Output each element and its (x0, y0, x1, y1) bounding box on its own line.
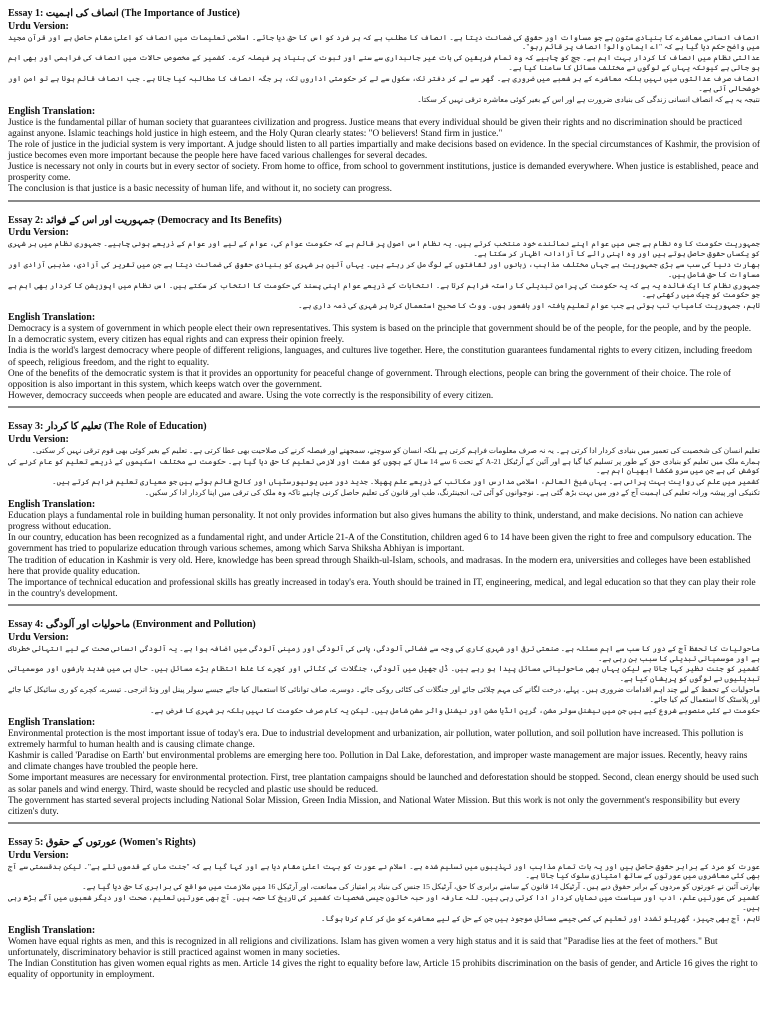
urdu-paragraph: انصاف انسانی معاشرے کا بنیادی ستون ہے جو مساوات اور حقوق کی ضمانت دیتا ہے۔ انصاف کا مطلب ہے کہ ہر فرد کو اس کا حق دیا جائے۔ اسلامی تعلیمات میں انصاف کو اعلیٰ مقام حاصل ہے اور قرآن مجید میں واضح حکم دیا گیا ہے کہ "اے ایمان والو! انصاف پر قائم رہو"۔ (8, 32, 760, 52)
english-text (8, 118, 760, 196)
essay-title-english: (The Role of Education) (104, 421, 207, 433)
urdu-text (8, 862, 760, 924)
english-paragraph: In our country, education has been recognized as a fundamental right, and under Article 21-A of the Constitution, children aged 6 to 14 have been given the right to free and compulsory education. The government has tried to popularize education through various schemes, among which Sarva Shiksha Abhiyan is important. (8, 533, 752, 555)
english-paragraph: However, democracy succeeds when people are educated and aware. Using the vote correctly is the responsibility of every citizen. (8, 391, 494, 402)
essay-title-urdu: انصاف کی اہمیت (45, 8, 119, 19)
essay-number: Essay 3: (8, 421, 44, 433)
english-paragraph: The role of justice in the judicial system is very important. A judge should listen to all parties impartially and make decisions based on evidence. In the special circumstances of Kashmir, the provision of justice becomes even more important because the people here have faced various challenges for several decades. (8, 139, 760, 161)
essay-title-english: (Women's Rights) (119, 837, 196, 849)
english-paragraph: The government has started several projects including National Solar Mission, Green India Mission, and National Water Mission. But this work is not only the government's responsibility but every citizen's duty. (8, 795, 740, 817)
urdu-version-heading: Urdu Version: (8, 631, 69, 643)
urdu-paragraph: بھارت دنیا کی سب سے بڑی جمہوریت ہے جہاں مختلف مذاہب، زبانوں اور ثقافتوں کے لوگ مل کر رہتے ہیں۔ یہاں آئین ہر شہری کو بنیادی حقوق کی ضمانت دیتا ہے جن میں تقریر کی آزادی، مذہبی آزادی اور مساوات کا حق شامل ہیں۔ (8, 259, 760, 279)
urdu-paragraph: تعلیم انسان کی شخصیت کی تعمیر میں بنیادی کردار ادا کرتی ہے۔ یہ نہ صرف معلومات فراہم کرتی ہے بلکہ انسان کو سوچنے، سمجھنے اور فیصلہ کرنے کی صلاحیت بھی عطا کرتی ہے۔ تعلیم کے بغیر کوئی بھی قوم ترقی نہیں کر سکتی۔ (31, 445, 760, 455)
urdu-paragraph: حکومت نے کئی منصوبے شروع کیے ہیں جن میں نیشنل سولر مشن، گرین انڈیا مشن اور نیشنل واٹر مشن شامل ہیں۔ لیکن یہ کام صرف حکومت کا نہیں بلکہ ہر شہری کا فرض ہے۔ (150, 705, 760, 715)
essay-title-english: (The Importance of Justice) (121, 8, 240, 19)
english-paragraph: India is the world's largest democracy where people of different religions, languages, and cultures live together. Here, the constitution guarantees fundamental rights to every citizen, including freedom of speech, religious freedom, and the right to equality. (8, 346, 753, 368)
english-paragraph: Justice is necessary not only in courts but in every sector of society. From home to office, from school to government institutions, justice is demanded everywhere. When justice is established, peace and prosperity come. (8, 162, 759, 184)
urdu-paragraph: عدالتی نظام میں انصاف کا کردار بہت اہم ہے۔ جج کو چاہیے کہ وہ تمام فریقین کی بات غیر جانبداری سے سنے اور ثبوت کی بنیاد پر فیصلہ کرے۔ کشمیر کے مخصوص حالات میں انصاف کی فراہمی اور بھی اہم ہو جاتی ہے کیونکہ یہاں کے لوگوں نے مختلف مسائل کا سامنا کیا ہے۔ (8, 53, 760, 73)
urdu-paragraph: بھارتی آئین نے عورتوں کو مردوں کے برابر حقوق دیے ہیں۔ آرٹیکل 14 قانون کے سامنے برابری کا حق، آرٹیکل 15 جنس کی بنیاد پر امتیاز کی ممانعت، اور آرٹیکل 16 میں ملازمت میں مواقع کی برابری کا حق دیا گیا ہے۔ (82, 882, 760, 892)
urdu-paragraph: کشمیر میں علم کی روایت بہت پرانی ہے۔ یہاں شیخ العالم، اسلامی مدارس اور مکاتب کے ذریعے علم پھیلا۔ جدید دور میں یونیورسٹیاں اور کالج قائم ہوئے ہیں جو معیاری تعلیم فراہم کرتے ہیں۔ (52, 477, 760, 487)
essay-title (8, 421, 760, 434)
urdu-paragraph: نتیجہ یہ ہے کہ انصاف انسانی زندگی کی بنیادی ضرورت ہے اور اس کے بغیر کوئی معاشرہ ترقی نہیں کر سکتا۔ (417, 94, 760, 104)
english-text (8, 937, 760, 982)
urdu-paragraph: کشمیر کی عورتیں علم، ادب اور سیاست میں نمایاں کردار ادا کرتی رہی ہیں۔ للہ عارفہ اور حبہ خاتون جیسی شخصیات کشمیر کی تاریخ کا حصہ ہیں۔ آج بھی عورتیں تعلیم، صحت اور دیگر شعبوں میں آگے بڑھ رہی ہیں۔ (8, 893, 760, 912)
english-paragraph: Democracy is a system of government in which people elect their own representatives. This system is based on the principle that government should be of the people, for the people, and by the people. In a democratic system, every citizen has equal rights and can express their opinion freely. (8, 324, 752, 346)
english-translation-heading: English Translation: (8, 105, 96, 117)
urdu-text (8, 644, 760, 716)
essay-title (8, 8, 760, 21)
urdu-text (8, 239, 760, 311)
urdu-paragraph: جمہوریت حکومت کا وہ نظام ہے جس میں عوام اپنے نمائندے خود منتخب کرتے ہیں۔ یہ نظام اس اصول پر قائم ہے کہ حکومت عوام کی، عوام کے لیے اور عوام کے ذریعے ہونی چاہیے۔ جمہوری نظام میں ہر شہری کو یکساں حقوق حاصل ہوتے ہیں اور وہ اپنی رائے کا آزادانہ اظہار کر سکتا ہے۔ (8, 239, 760, 258)
english-translation-heading: English Translation: (8, 924, 96, 936)
english-text (8, 324, 760, 402)
essay-title-urdu: ماحولیات اور آلودگی (45, 619, 131, 631)
essay-title-urdu: تعلیم کا کردار (45, 421, 102, 433)
essay-number: Essay 1: (8, 8, 44, 19)
urdu-text (8, 446, 760, 498)
essay-title (8, 837, 760, 850)
essay-number: Essay 4: (8, 619, 44, 631)
essay-title-urdu: عورتوں کے حقوق (45, 837, 117, 849)
english-text (8, 729, 760, 818)
urdu-version-heading: Urdu Version: (8, 433, 69, 445)
urdu-paragraph: انصاف صرف عدالتوں میں نہیں بلکہ معاشرے کے ہر شعبے میں ضروری ہے۔ گھر سے لے کر دفتر تک، سکول سے لے کر حکومتی اداروں تک، ہر جگہ انصاف کا مطالبہ کیا جاتا ہے۔ جب انصاف قائم ہوتا ہے تو امن اور خوشحالی آتی ہے۔ (8, 73, 760, 93)
essay-title (8, 215, 760, 228)
english-paragraph: Kashmir is called 'Paradise on Earth' but environmental problems are emerging here too. Pollution in Dal Lake, deforestation, and improper waste management are major issues. Recently, heavy rains and climate changes have troubled the people here. (8, 751, 748, 773)
urdu-paragraph: تاہم، جمہوریت کامیاب تب ہوتی ہے جب عوام تعلیم یافتہ اور باشعور ہوں۔ ووٹ کا صحیح استعمال کرنا ہر شہری کی ذمہ داری ہے۔ (298, 301, 760, 311)
urdu-paragraph: ماحولیات کے تحفظ کے لیے چند اہم اقدامات ضروری ہیں۔ پہلے، درخت لگانے کی مہم چلائی جائے اور جنگلات کی کٹائی روکی جائے۔ دوسرے، صاف توانائی کا استعمال کیا جائے جیسے سولر پینل اور ونڈ انرجی۔ تیسرے، کچرے کو ری سائیکل کیا جائے اور پلاسٹک کا استعمال کم کیا جائے۔ (8, 685, 760, 705)
urdu-version-heading: Urdu Version: (8, 227, 69, 239)
essay-2 (8, 215, 760, 409)
english-paragraph: Education plays a fundamental role in building human personality. It not only provides information but also gives humans the ability to think, understand, and make decisions. No nation can achieve progress without education. (8, 511, 743, 533)
urdu-paragraph: کشمیر کو جنت نظیر کہا جاتا ہے لیکن یہاں بھی ماحولیاتی مسائل پیدا ہو رہے ہیں۔ ڈل جھیل میں آلودگی، جنگلات کی کٹائی اور کچرے کا غلط انتظام بڑے مسائل ہیں۔ حال ہی میں شدید بارشوں اور موسمیاتی تبدیلیوں نے لوگوں کو پریشان کیا ہے۔ (8, 664, 760, 684)
essay-4 (8, 619, 760, 824)
essay-number: Essay 5: (8, 837, 44, 849)
essay-title-urdu: جمہوریت اور اس کے فوائد (45, 214, 156, 226)
urdu-paragraph: جمہوری نظام کا ایک فائدہ یہ ہے کہ یہ حکومت کی پرامن تبدیلی کا راستہ فراہم کرتا ہے۔ انتخابات کے ذریعے عوام اپنی پسند کی حکومت کا انتخاب کر سکتے ہیں۔ اس نظام میں اپوزیشن کا کردار بھی اہم ہے جو حکومت کو چیک میں رکھتی ہے۔ (8, 280, 760, 300)
english-paragraph: Women have equal rights as men, and this is recognized in all religions and civilizations. Islam has given women a very high status and it is said that "Paradise lies at the feet of mothers." But unfortunately, discriminatory behavior is still practiced against women in many societies. (8, 936, 718, 958)
urdu-version-heading: Urdu Version: (8, 849, 69, 861)
english-text (8, 511, 760, 600)
urdu-paragraph: عورت کو مرد کے برابر حقوق حاصل ہیں اور یہ بات تمام مذاہب اور تہذیبوں میں تسلیم شدہ ہے۔ اسلام نے عورت کو بہت اعلیٰ مقام دیا ہے اور کہا گیا ہے کہ "جنت ماں کے قدموں تلے ہے"۔ لیکن بدقسمتی سے آج بھی کئی معاشروں میں عورتوں کے ساتھ امتیازی سلوک کیا جاتا ہے۔ (8, 861, 760, 881)
english-paragraph: The conclusion is that justice is a basic necessity of human life, and without it, no society can progress. (8, 184, 392, 195)
english-translation-heading: English Translation: (8, 499, 96, 511)
essay-title-english: (Democracy and Its Benefits) (157, 214, 282, 226)
essay-1 (8, 8, 760, 202)
english-paragraph: Justice is the fundamental pillar of human society that guarantees civilization and progress. Justice means that every individual should be given their rights and no discrimination should be practiced against anyone. Islamic teachings hold justice in high esteem, and the Holy Quran clearly states: "O believers! Stand firm in justice." (8, 117, 743, 139)
essay-title (8, 619, 760, 632)
english-paragraph: The tradition of education in Kashmir is very old. Here, knowledge has been spread through Shaikh-ul-Islam, schools, and madrasas. In the modern era, universities and colleges have been established here that provide quality education. (8, 555, 751, 577)
english-paragraph: The Indian Constitution has given women equal rights as men. Article 14 gives the right to equality before law, Article 15 prohibits discrimination on the basis of gender, and Article 16 gives the right to equality of opportunity in employment. (8, 959, 758, 981)
essay-3 (8, 421, 760, 606)
urdu-text (8, 33, 760, 105)
urdu-paragraph: تکنیکی اور پیشہ ورانہ تعلیم کی اہمیت آج کے دور میں بہت بڑھ گئی ہے۔ نوجوانوں کو آئی ٹی، انجینئرنگ، طب اور قانون کی تعلیم حاصل کرنی چاہیے تاکہ وہ ملک کی ترقی میں اپنا کردار ادا کر سکیں۔ (144, 488, 760, 498)
urdu-paragraph: تاہم، آج بھی جہیز، گھریلو تشدد اور تعلیم کی کمی جیسے مسائل موجود ہیں جن کے حل کے لیے معاشرے کو مل کر کام کرنا ہوگا۔ (320, 913, 760, 923)
english-translation-heading: English Translation: (8, 716, 96, 728)
english-paragraph: One of the benefits of the democratic system is that it provides an opportunity for peaceful change of government. Through elections, people can bring the government of their choice. The role of opposition is also important in this system, which keeps watch over the government. (8, 368, 732, 390)
english-paragraph: The importance of technical education and professional skills has greatly increased in today's era. Youth should be trained in IT, engineering, medical, and legal education so that they can play their role in the country's development. (8, 577, 756, 600)
essay-5 (8, 837, 760, 981)
english-translation-heading: English Translation: (8, 312, 96, 324)
english-paragraph: Environmental protection is the most important issue of today's era. Due to industrial development and urbanization, air pollution, water pollution, and soil pollution have increased. This pollution is extremely harmful to human health and is causing climate change. (8, 728, 744, 750)
urdu-paragraph: ہمارے ملک میں تعلیم کو بنیادی حق کے طور پر تسلیم کیا گیا ہے اور آئین کے آرٹیکل 21-A کے تحت 6 سے 14 سال کے بچوں کو مفت اور لازمی تعلیم کا حق دیا گیا ہے۔ حکومت نے مختلف اسکیموں کے ذریعے تعلیم کو عام کرنے کی کوشش کی ہے جن میں سرو شکشا ابھیان اہم ہے۔ (8, 456, 761, 476)
english-paragraph: Some important measures are necessary for environmental protection. First, tree plantation campaigns should be launched and deforestation should be stopped. Second, clean energy should be used such as solar panels and wind energy. Third, waste should be recycled and plastic use should be reduced. (8, 773, 759, 795)
essay-number: Essay 2: (8, 214, 44, 226)
urdu-version-heading: Urdu Version: (8, 20, 69, 32)
urdu-paragraph: ماحولیات کا تحفظ آج کے دور کا سب سے اہم مسئلہ ہے۔ صنعتی ترقی اور شہری کاری کی وجہ سے فضائی آلودگی، پانی کی آلودگی اور زمینی آلودگی میں اضافہ ہوا ہے۔ یہ آلودگی انسانی صحت کے لیے انتہائی خطرناک ہے اور موسمیاتی تبدیلی کا سبب بن رہی ہے۔ (8, 643, 760, 663)
essay-title-english: (Environment and Pollution) (132, 619, 256, 631)
